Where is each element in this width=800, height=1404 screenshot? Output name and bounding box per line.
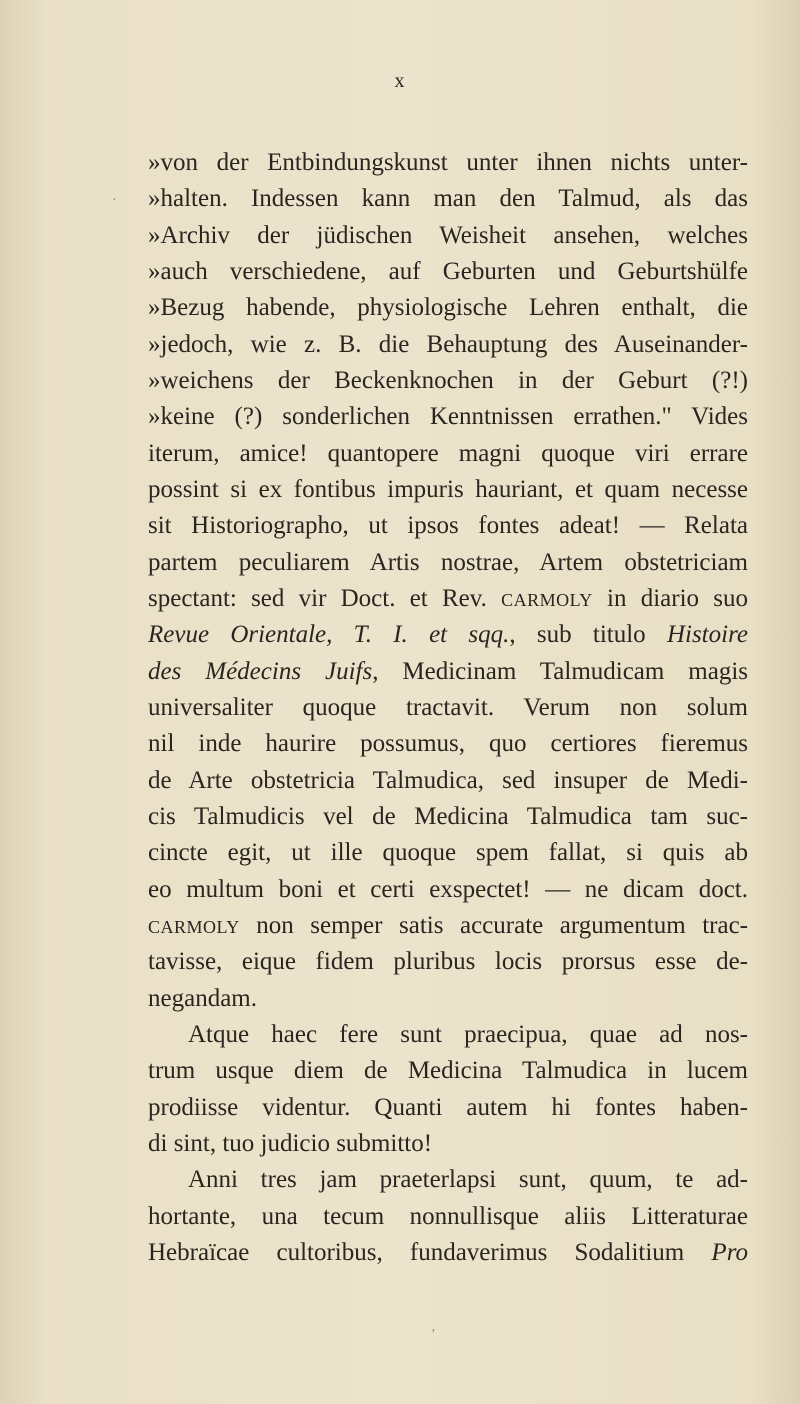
page-number: x <box>394 70 406 92</box>
text-line: universaliter quoque tractavit. Verum non solum <box>148 693 748 721</box>
text-line: de Arte obstetricia Talmudica, sed insuper de Medi- <box>148 766 748 794</box>
text-line: »keine (?) sonderlichen Kenntnissen errathen." Vides <box>148 403 748 431</box>
text-line: possint si ex fontibus impuris hauriant, et quam necesse <box>148 475 748 503</box>
text-line: »Archiv der jüdischen Weisheit ansehen, welches <box>148 221 748 249</box>
text-line: Anni tres jam praeterlapsi sunt, quum, te ad- <box>188 1166 748 1194</box>
text-line: spectant: sed vir Doct. et Rev. carmoly in diario suo <box>148 584 748 612</box>
text-line: negandam. <box>148 984 257 1012</box>
text-line: iterum, amice! quantopere magni quoque viri errare <box>148 439 748 467</box>
text-line: Hebraïcae cultoribus, fundaverimus Sodalitium Pro <box>148 1238 748 1266</box>
text-line: prodiisse videntur. Quanti autem hi fontes haben- <box>148 1093 748 1121</box>
text-line: sit Historiographo, ut ipsos fontes adeat! — Relata <box>148 512 748 540</box>
text-line: »halten. Indessen kann man den Talmud, als das <box>148 185 748 213</box>
text-line: carmoly non semper satis accurate argumentum trac- <box>148 911 748 939</box>
text-line: cis Talmudicis vel de Medicina Talmudica tam suc- <box>148 802 748 830</box>
text-line: cincte egit, ut ille quoque spem fallat, si quis ab <box>148 839 748 867</box>
text-line: des Médecins Juifs, Medicinam Talmudicam magis <box>148 657 748 685</box>
work-title: des Médecins Juifs <box>148 657 373 685</box>
text-line: »jedoch, wie z. B. die Behauptung des Auseinander- <box>148 330 748 358</box>
work-title: Histoire <box>666 621 748 649</box>
body-text <box>148 145 748 1271</box>
text-line: Atque haec fere sunt praecipua, quae ad nos- <box>188 1020 748 1048</box>
paper-speck: · <box>112 193 117 208</box>
text-line: di sint, tuo judicio submitto! <box>148 1129 433 1157</box>
paper-speck: ʼ <box>431 1327 436 1342</box>
text-line: trum usque diem de Medicina Talmudica in lucem <box>148 1057 748 1085</box>
text-line: »weichens der Beckenknochen in der Geburt (?!) <box>148 366 748 394</box>
text-line: »auch verschiedene, auf Geburten und Geburtshülfe <box>148 257 748 285</box>
text-line: partem peculiarem Artis nostrae, Artem obstetriciam <box>148 548 748 576</box>
author-name: carmoly <box>148 911 240 939</box>
text-line: »Bezug habende, physiologische Lehren enthalt, die <box>148 294 748 322</box>
text-line: tavisse, eique fidem pluribus locis prorsus esse de- <box>148 948 748 976</box>
text-line: hortante, una tecum nonnullisque aliis Litteraturae <box>148 1202 748 1230</box>
author-name: carmoly <box>501 584 593 612</box>
journal-title: Revue Orientale, T. I. et sqq. <box>148 621 510 649</box>
text-line: Revue Orientale, T. I. et sqq., sub titulo Histoire <box>148 621 748 649</box>
text-line: »von der Entbindungskunst unter ihnen nichts unter- <box>148 149 748 176</box>
text-line: eo multum boni et certi exspectet! — ne dicam doct. <box>148 875 748 903</box>
text-line: nil inde haurire possumus, quo certiores fieremus <box>148 730 748 758</box>
society-name: Pro <box>711 1238 748 1266</box>
